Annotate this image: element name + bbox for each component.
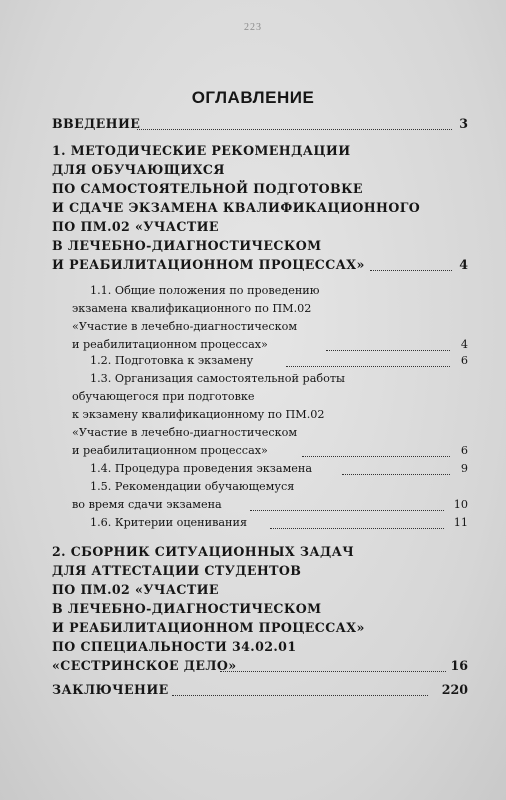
dot-leader [220, 671, 446, 672]
entry-text: ПО ПМ.02 «УЧАСТИЕ [52, 219, 219, 234]
page-ref: 3 [459, 116, 468, 131]
page-ref: 6 [460, 354, 468, 367]
entry-text: ПО ПМ.02 «УЧАСТИЕ [52, 582, 219, 597]
entry-text: ДЛЯ ОБУЧАЮЩИХСЯ [52, 162, 225, 177]
entry-text: 2. СБОРНИК СИТУАЦИОННЫХ ЗАДАЧ [52, 544, 355, 559]
page-ref: 11 [453, 516, 468, 529]
entry-text: обучающегося при подготовке [72, 390, 255, 403]
entry-text: и реабилитационном процессах» [72, 338, 268, 351]
entry-text: 1. МЕТОДИЧЕСКИЕ РЕКОМЕНДАЦИИ [52, 143, 351, 158]
entry-text: 1.2. Подготовка к экзамену [90, 354, 254, 367]
entry-text: экзамена квалификационного по ПМ.02 [72, 302, 312, 315]
dot-leader [326, 350, 450, 351]
entry-text: ЗАКЛЮЧЕНИЕ [52, 682, 169, 697]
page-ref: 4 [459, 257, 468, 272]
entry-text: В ЛЕЧЕБНО-ДИАГНОСТИЧЕСКОМ [52, 601, 322, 616]
page-ref: 10 [453, 498, 468, 511]
entry-text: ПО СПЕЦИАЛЬНОСТИ 34.02.01 [52, 639, 297, 654]
entry-text: В ЛЕЧЕБНО-ДИАГНОСТИЧЕСКОМ [52, 238, 322, 253]
entry-text: 1.3. Организация самостоятельной работы [90, 372, 345, 385]
entry-text: к экзамену квалификационному по ПМ.02 [72, 408, 325, 421]
toc-title: ОГЛАВЛЕНИЕ [191, 88, 315, 107]
dot-leader [302, 456, 450, 457]
entry-text: 1.5. Рекомендации обучающемуся [90, 480, 295, 493]
entry-text: «Участие в лечебно-диагностическом [72, 320, 298, 333]
page-ref: 4 [460, 338, 468, 351]
entry-text: И СДАЧЕ ЭКЗАМЕНА КВАЛИФИКАЦИОННОГО [52, 200, 421, 215]
dot-leader [270, 528, 444, 529]
dot-leader [342, 474, 450, 475]
page-ref: 6 [460, 444, 468, 457]
dot-leader [370, 270, 452, 271]
entry-text: во время сдачи экзамена [72, 498, 222, 511]
entry-text: ВВЕДЕНИЕ [52, 116, 141, 131]
entry-text: ДЛЯ АТТЕСТАЦИИ СТУДЕНТОВ [52, 563, 302, 578]
entry-text: «СЕСТРИНСКОЕ ДЕЛО» [52, 658, 237, 673]
page-ref: 220 [441, 682, 468, 697]
entry-text: И РЕАБИЛИТАЦИОННОМ ПРОЦЕССАХ» [52, 620, 365, 635]
entry-text: ПО САМОСТОЯТЕЛЬНОЙ ПОДГОТОВКЕ [52, 181, 363, 196]
entry-text: 1.4. Процедура проведения экзамена [90, 462, 313, 475]
page-number: 223 [244, 22, 262, 33]
dot-leader [286, 366, 450, 367]
page-ref: 9 [460, 462, 468, 475]
entry-text: И РЕАБИЛИТАЦИОННОМ ПРОЦЕССАХ» [52, 257, 365, 272]
dot-leader [172, 695, 428, 696]
page-ref: 16 [450, 658, 468, 673]
entry-text: 1.6. Критерии оценивания [90, 516, 248, 529]
entry-text: «Участие в лечебно-диагностическом [72, 426, 298, 439]
entry-text: и реабилитационном процессах» [72, 444, 268, 457]
entry-text: 1.1. Общие положения по проведению [90, 284, 320, 297]
dot-leader [137, 129, 452, 130]
dot-leader [250, 510, 444, 511]
